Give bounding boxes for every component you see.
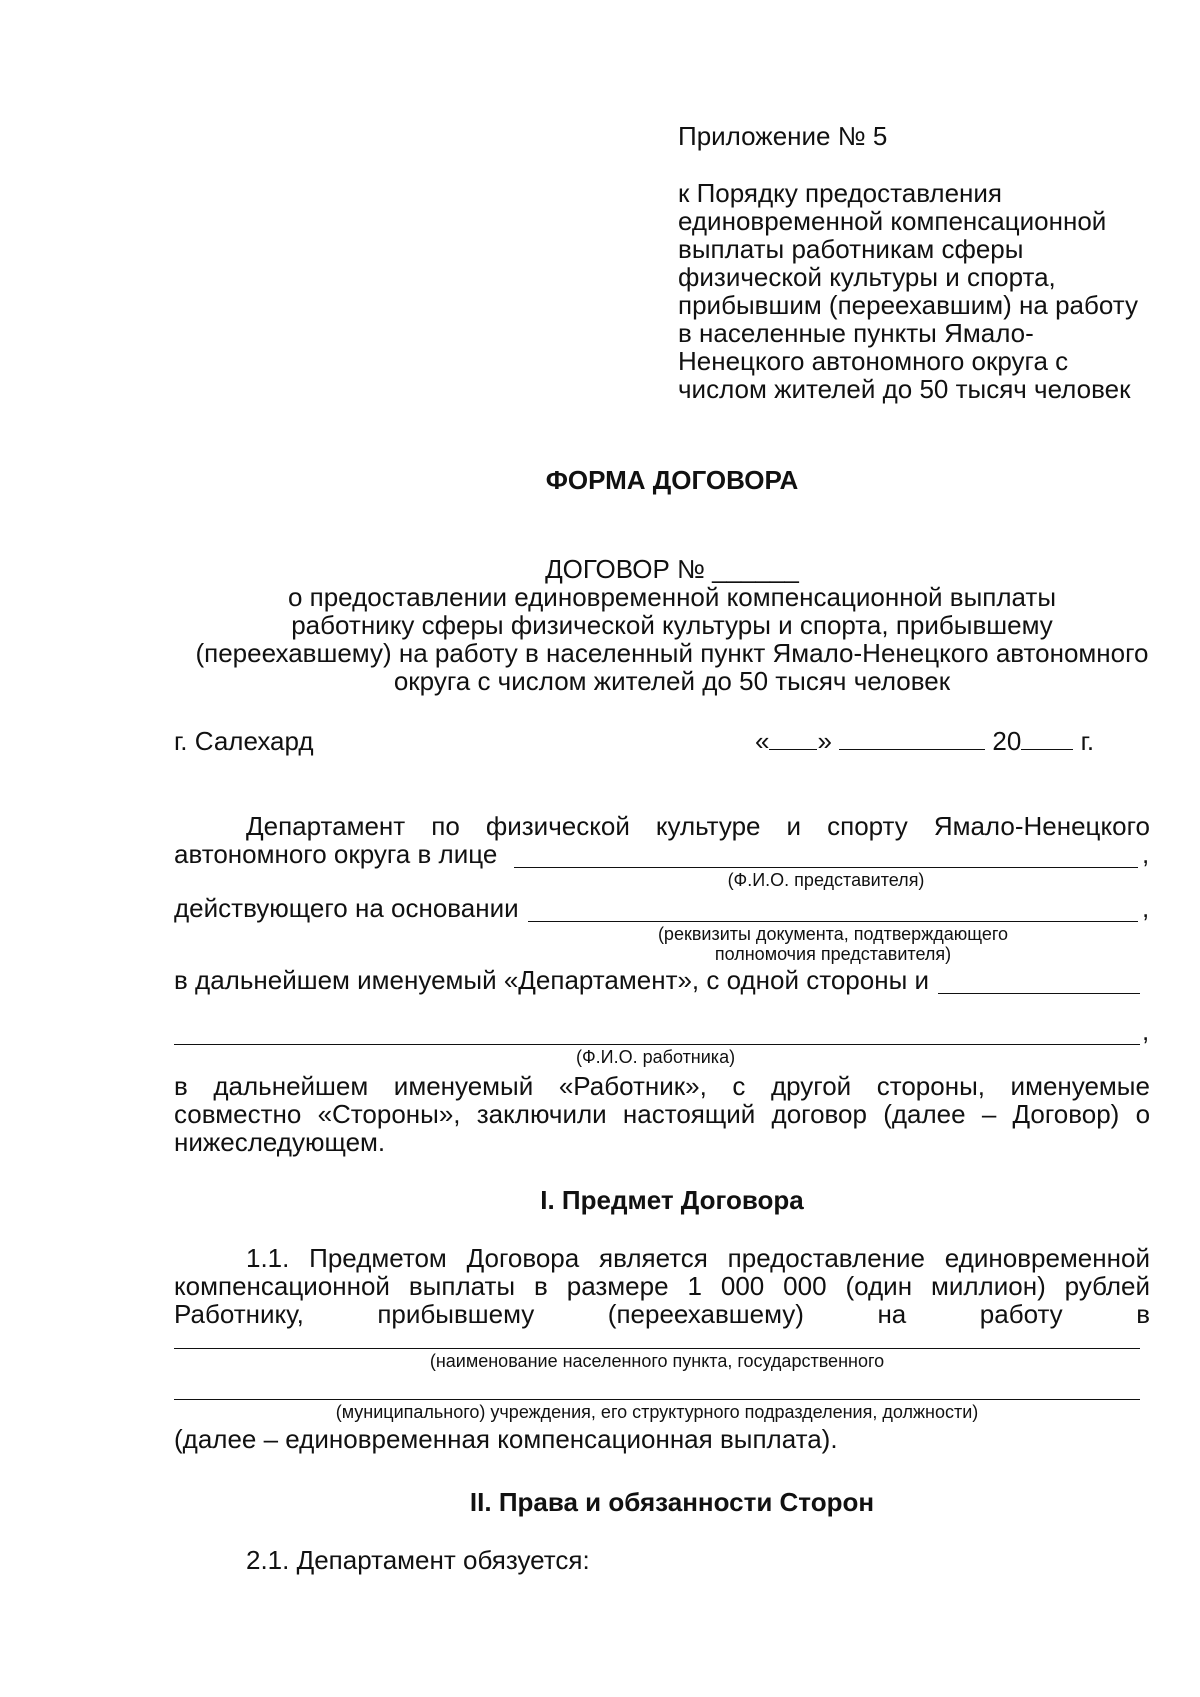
caption-representative-fio: (Ф.И.О. представителя): [727, 870, 925, 890]
date-day-blank: [769, 729, 817, 750]
contract-number-line: ДОГОВОР № ______: [545, 554, 799, 584]
comma: ,: [1142, 1016, 1150, 1046]
appendix-line: в населенные пункты Ямало-: [678, 318, 1034, 348]
section-1-line-3: Работнику, прибывшему (переехавшему) на работу в: [174, 1299, 1151, 1329]
appendix-number: Приложение № 5: [678, 121, 888, 151]
settlement-name-blank[interactable]: [174, 1348, 1140, 1349]
preamble-representative-prefix: автономного округа в лице: [174, 839, 498, 869]
appendix-line: Ненецкого автономного округа с: [678, 346, 1069, 376]
contract-header-line: (переехавшему) на работу в населенный пункт Ямало-Ненецкого автономного: [195, 638, 1149, 668]
date-year-suffix: г.: [1080, 726, 1095, 756]
preamble-department-named: в дальнейшем именуемый «Департамент», с одной стороны и: [174, 965, 930, 995]
basis-document-blank[interactable]: [528, 921, 1138, 922]
preamble-line-8: нижеследующем.: [174, 1127, 386, 1157]
form-title: ФОРМА ДОГОВОРА: [545, 465, 799, 495]
preamble-line-7: совместно «Стороны», заключили настоящий договор (далее – Договор) о: [174, 1099, 1151, 1129]
caption-settlement-2: (муниципального) учреждения, его структурного подразделения, должности): [335, 1402, 979, 1422]
section-1-title: I. Предмет Договора: [540, 1185, 804, 1215]
preamble-basis-prefix: действующего на основании: [174, 893, 519, 923]
preamble-line-6: в дальнейшем именуемый «Работник», с другой стороны, именуемые: [174, 1071, 1150, 1101]
appendix-line: к Порядку предоставления: [678, 178, 1002, 208]
contract-date: [755, 727, 1094, 755]
date-year-prefix: 20: [992, 726, 1022, 756]
comma: ,: [1142, 893, 1150, 923]
caption-worker-fio: (Ф.И.О. работника): [576, 1047, 736, 1067]
worker-name-blank[interactable]: [174, 1044, 1140, 1045]
contract-city: г. Салехард: [174, 726, 314, 756]
representative-name-blank[interactable]: [514, 867, 1138, 868]
date-month-blank: [839, 729, 985, 750]
appendix-line: физической культуры и спорта,: [678, 262, 1056, 292]
comma: ,: [1142, 839, 1150, 869]
caption-document-2: полномочия представителя): [714, 944, 952, 964]
date-open-quote: «: [755, 726, 770, 756]
caption-document-1: (реквизиты документа, подтверждающего: [657, 924, 1009, 944]
appendix-line: числом жителей до 50 тысяч человек: [678, 374, 1131, 404]
contract-header-line: округа с числом жителей до 50 тысяч человек: [393, 666, 951, 696]
institution-blank[interactable]: [174, 1399, 1140, 1400]
section-2-title: II. Права и обязанности Сторон: [469, 1487, 875, 1517]
preamble-line-1: Департамент по физической культуре и спорту Ямало-Ненецкого: [246, 811, 1150, 841]
appendix-line: выплаты работникам сферы: [678, 234, 1024, 264]
caption-settlement-1: (наименование населенного пункта, государственного: [429, 1351, 885, 1371]
section-1-line-1: 1.1. Предметом Договора является предоставление единовременной: [246, 1243, 1150, 1273]
date-year-blank: [1021, 729, 1073, 750]
section-1-line-4: (далее – единовременная компенсационная выплата).: [174, 1424, 838, 1454]
date-close-quote: »: [817, 726, 832, 756]
appendix-line: прибывшим (переехавшим) на работу: [678, 290, 1139, 320]
contract-header-line: работнику сферы физической культуры и спорта, прибывшему: [291, 610, 1053, 640]
other-party-blank-short[interactable]: [938, 993, 1140, 994]
contract-header-line: о предоставлении единовременной компенсационной выплаты: [287, 582, 1057, 612]
section-1-line-2: компенсационной выплаты в размере 1 000 000 (один миллион) рублей: [174, 1271, 1150, 1301]
section-2-item-2-1: 2.1. Департамент обязуется:: [246, 1545, 590, 1575]
appendix-line: единовременной компенсационной: [678, 206, 1107, 236]
